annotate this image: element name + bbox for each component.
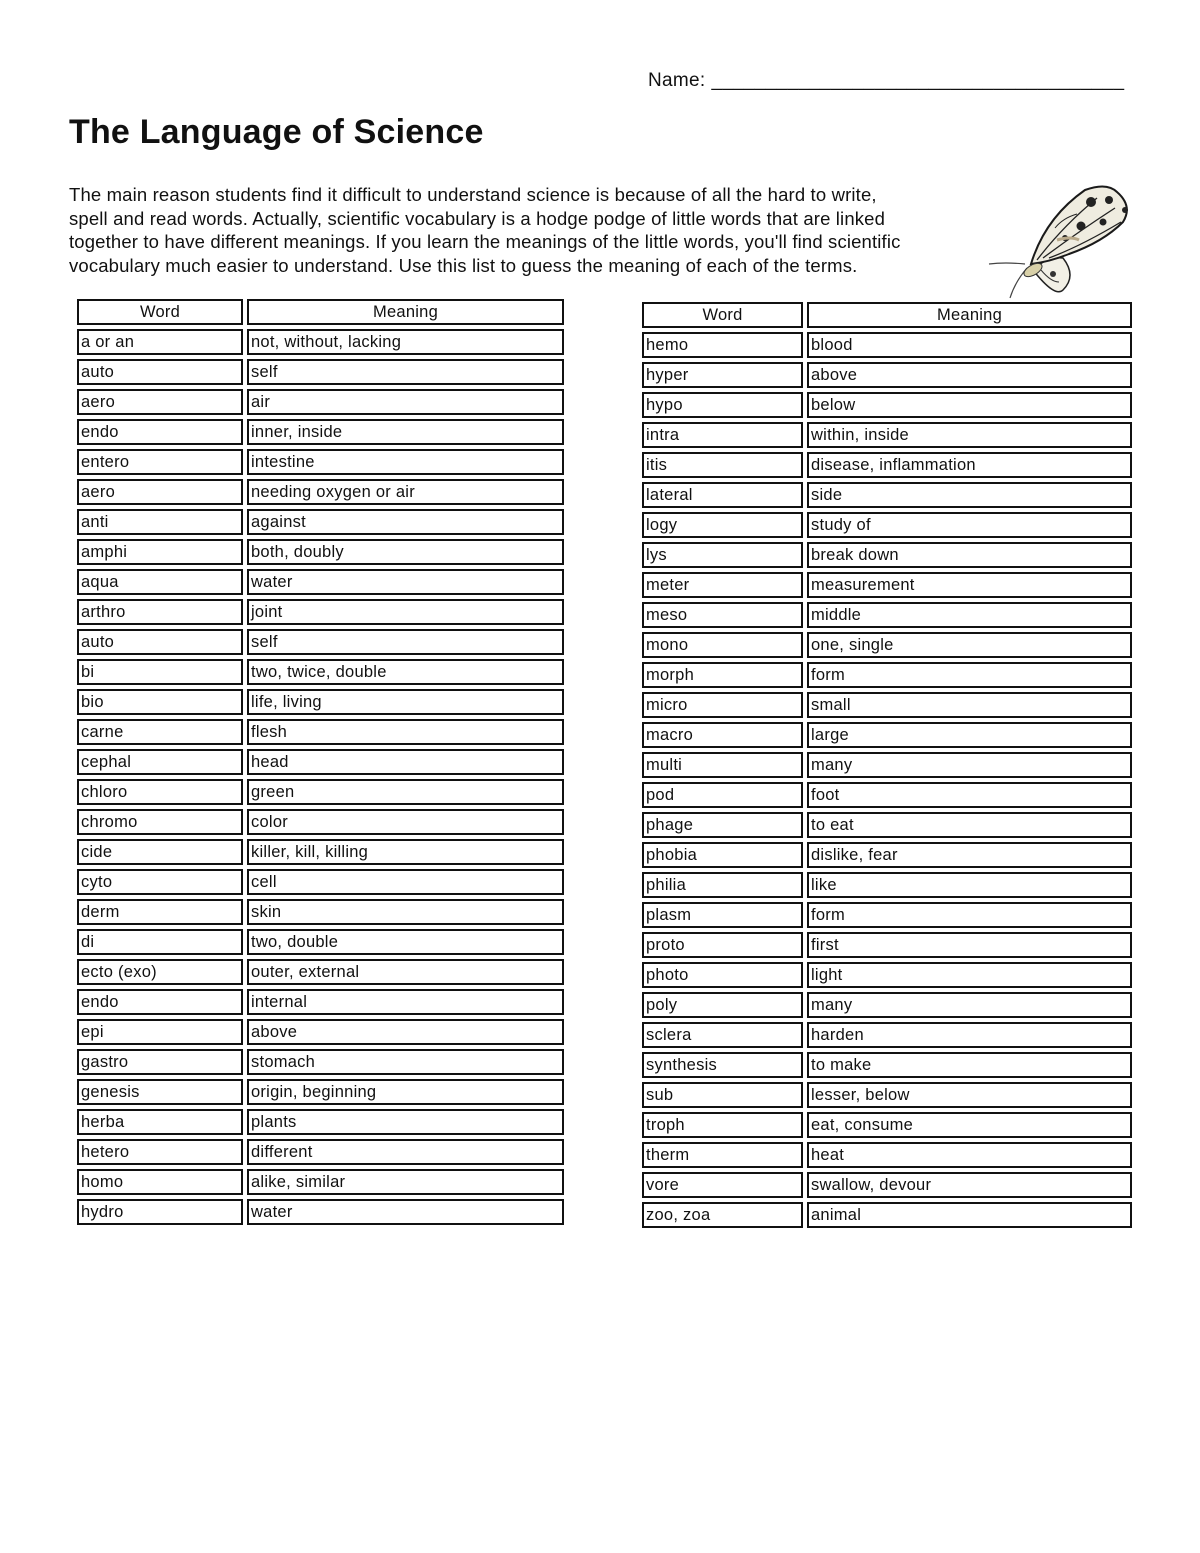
word-cell: entero: [77, 449, 243, 475]
meaning-cell: below: [807, 392, 1132, 418]
butterfly-icon: [985, 178, 1140, 303]
meaning-cell: outer, external: [247, 959, 564, 985]
table-row: [77, 929, 564, 955]
word-cell: poly: [642, 992, 803, 1018]
table-row: [642, 512, 1132, 538]
table-row: [642, 662, 1132, 688]
word-cell: zoo, zoa: [642, 1202, 803, 1228]
word-cell: auto: [77, 629, 243, 655]
table-row: [642, 1112, 1132, 1138]
table-header-row: [77, 299, 564, 325]
word-cell: sclera: [642, 1022, 803, 1048]
table-row: [642, 842, 1132, 868]
name-blank[interactable]: ______________________________________: [711, 70, 1125, 91]
word-cell: carne: [77, 719, 243, 745]
table-row: [642, 1082, 1132, 1108]
table-row: [77, 359, 564, 385]
table-row: [77, 959, 564, 985]
word-cell: lateral: [642, 482, 803, 508]
word-cell: morph: [642, 662, 803, 688]
word-cell: cide: [77, 839, 243, 865]
word-cell: synthesis: [642, 1052, 803, 1078]
word-cell: chloro: [77, 779, 243, 805]
table-row: [77, 539, 564, 565]
meaning-cell: above: [247, 1019, 564, 1045]
word-cell: gastro: [77, 1049, 243, 1075]
word-cell: aqua: [77, 569, 243, 595]
word-cell: genesis: [77, 1079, 243, 1105]
meaning-cell: break down: [807, 542, 1132, 568]
word-cell: meter: [642, 572, 803, 598]
word-cell: philia: [642, 872, 803, 898]
word-cell: endo: [77, 989, 243, 1015]
page-title: The Language of Science: [69, 113, 484, 151]
table-row: [77, 869, 564, 895]
meaning-cell: to eat: [807, 812, 1132, 838]
table-row: [77, 1019, 564, 1045]
meaning-cell: measurement: [807, 572, 1132, 598]
meaning-cell: water: [247, 569, 564, 595]
table-row: [77, 449, 564, 475]
meaning-cell: against: [247, 509, 564, 535]
word-cell: endo: [77, 419, 243, 445]
name-label: Name:: [648, 70, 706, 91]
word-cell: hyper: [642, 362, 803, 388]
word-cell: hypo: [642, 392, 803, 418]
table-row: [77, 1079, 564, 1105]
meaning-cell: two, double: [247, 929, 564, 955]
word-cell: sub: [642, 1082, 803, 1108]
meaning-cell: one, single: [807, 632, 1132, 658]
meaning-cell: internal: [247, 989, 564, 1015]
table-row: [77, 779, 564, 805]
word-cell: ecto (exo): [77, 959, 243, 985]
word-cell: amphi: [77, 539, 243, 565]
table-row: [642, 932, 1132, 958]
meaning-cell: killer, kill, killing: [247, 839, 564, 865]
meaning-cell: cell: [247, 869, 564, 895]
table-row: [77, 1109, 564, 1135]
word-cell: anti: [77, 509, 243, 535]
table-row: [77, 479, 564, 505]
word-cell: hydro: [77, 1199, 243, 1225]
meaning-cell: lesser, below: [807, 1082, 1132, 1108]
meaning-cell: plants: [247, 1109, 564, 1135]
table-row: [77, 329, 564, 355]
word-cell: phobia: [642, 842, 803, 868]
table-row: [77, 1049, 564, 1075]
meaning-cell: joint: [247, 599, 564, 625]
table-row: [642, 752, 1132, 778]
table-row: [77, 509, 564, 535]
word-cell: lys: [642, 542, 803, 568]
word-cell: itis: [642, 452, 803, 478]
meaning-cell: form: [807, 902, 1132, 928]
table-row: [642, 332, 1132, 358]
meaning-cell: life, living: [247, 689, 564, 715]
column-header-meaning: Meaning: [247, 299, 564, 325]
meaning-cell: both, doubly: [247, 539, 564, 565]
meaning-cell: self: [247, 359, 564, 385]
meaning-cell: alike, similar: [247, 1169, 564, 1195]
meaning-cell: inner, inside: [247, 419, 564, 445]
table-row: [642, 902, 1132, 928]
table-row: [642, 422, 1132, 448]
word-cell: aero: [77, 389, 243, 415]
meaning-cell: color: [247, 809, 564, 835]
table-row: [77, 1199, 564, 1225]
table-row: [642, 632, 1132, 658]
meaning-cell: intestine: [247, 449, 564, 475]
table-row: [77, 689, 564, 715]
meaning-cell: different: [247, 1139, 564, 1165]
table-row: [642, 392, 1132, 418]
table-row: [77, 419, 564, 445]
word-cell: macro: [642, 722, 803, 748]
table-row: [642, 1172, 1132, 1198]
table-row: [77, 839, 564, 865]
meaning-cell: green: [247, 779, 564, 805]
meaning-cell: self: [247, 629, 564, 655]
word-cell: epi: [77, 1019, 243, 1045]
intro-line: spell and read words. Actually, scientific vocabulary is a hodge podge of little words that are linked: [69, 207, 886, 229]
meaning-cell: eat, consume: [807, 1112, 1132, 1138]
table-row: [77, 599, 564, 625]
table-row: [642, 812, 1132, 838]
meaning-cell: animal: [807, 1202, 1132, 1228]
table-row: [642, 572, 1132, 598]
meaning-cell: many: [807, 992, 1132, 1018]
word-cell: aero: [77, 479, 243, 505]
table-row: [642, 992, 1132, 1018]
meaning-cell: many: [807, 752, 1132, 778]
table-row: [77, 389, 564, 415]
word-cell: chromo: [77, 809, 243, 835]
table-row: [77, 629, 564, 655]
word-cell: arthro: [77, 599, 243, 625]
meaning-cell: stomach: [247, 1049, 564, 1075]
word-cell: intra: [642, 422, 803, 448]
table-row: [77, 899, 564, 925]
name-field[interactable]: [648, 70, 1124, 92]
word-cell: bi: [77, 659, 243, 685]
word-cell: derm: [77, 899, 243, 925]
table-row: [77, 1169, 564, 1195]
word-cell: plasm: [642, 902, 803, 928]
table-row: [77, 809, 564, 835]
meaning-cell: within, inside: [807, 422, 1132, 448]
meaning-cell: form: [807, 662, 1132, 688]
table-row: [77, 1139, 564, 1165]
intro-line: together to have different meanings. If you learn the meanings of the little words, you'll find scientific: [69, 231, 901, 252]
table-header-row: [642, 302, 1132, 328]
table-row: [642, 962, 1132, 988]
word-cell: logy: [642, 512, 803, 538]
word-cell: auto: [77, 359, 243, 385]
table-row: [642, 1202, 1132, 1228]
meaning-cell: needing oxygen or air: [247, 479, 564, 505]
table-row: [77, 989, 564, 1015]
table-row: [642, 1142, 1132, 1168]
meaning-cell: disease, inflammation: [807, 452, 1132, 478]
word-cell: herba: [77, 1109, 243, 1135]
meaning-cell: small: [807, 692, 1132, 718]
word-cell: hemo: [642, 332, 803, 358]
table-row: [642, 872, 1132, 898]
table-row: [642, 452, 1132, 478]
word-cell: phage: [642, 812, 803, 838]
intro-line: The main reason students find it difficult to understand science is because of all the hard to write,: [69, 184, 877, 205]
meaning-cell: blood: [807, 332, 1132, 358]
meaning-cell: flesh: [247, 719, 564, 745]
word-cell: meso: [642, 602, 803, 628]
meaning-cell: not, without, lacking: [247, 329, 564, 355]
table-row: [642, 362, 1132, 388]
table-row: [642, 602, 1132, 628]
meaning-cell: foot: [807, 782, 1132, 808]
meaning-cell: two, twice, double: [247, 659, 564, 685]
meaning-cell: study of: [807, 512, 1132, 538]
table-row: [77, 719, 564, 745]
meaning-cell: heat: [807, 1142, 1132, 1168]
word-cell: bio: [77, 689, 243, 715]
intro-line: vocabulary much easier to understand. Use this list to guess the meaning of each of the terms.: [69, 254, 858, 276]
meaning-cell: skin: [247, 899, 564, 925]
meaning-cell: harden: [807, 1022, 1132, 1048]
word-cell: proto: [642, 932, 803, 958]
meaning-cell: swallow, devour: [807, 1172, 1132, 1198]
table-row: [642, 692, 1132, 718]
table-row: [642, 722, 1132, 748]
antenna: [989, 263, 1025, 264]
table-row: [642, 1052, 1132, 1078]
meaning-cell: head: [247, 749, 564, 775]
table-row: [642, 1022, 1132, 1048]
meaning-cell: above: [807, 362, 1132, 388]
vocab-table-left: [73, 295, 568, 1229]
meaning-cell: dislike, fear: [807, 842, 1132, 868]
meaning-cell: water: [247, 1199, 564, 1225]
word-cell: a or an: [77, 329, 243, 355]
word-cell: cephal: [77, 749, 243, 775]
meaning-cell: side: [807, 482, 1132, 508]
table-row: [642, 782, 1132, 808]
word-cell: photo: [642, 962, 803, 988]
word-cell: micro: [642, 692, 803, 718]
word-cell: pod: [642, 782, 803, 808]
column-header-meaning: Meaning: [807, 302, 1132, 328]
meaning-cell: air: [247, 389, 564, 415]
word-cell: vore: [642, 1172, 803, 1198]
word-cell: hetero: [77, 1139, 243, 1165]
table-row: [77, 749, 564, 775]
word-cell: therm: [642, 1142, 803, 1168]
word-cell: di: [77, 929, 243, 955]
word-cell: cyto: [77, 869, 243, 895]
meaning-cell: middle: [807, 602, 1132, 628]
word-cell: homo: [77, 1169, 243, 1195]
table-row: [642, 482, 1132, 508]
table-row: [642, 542, 1132, 568]
table-row: [77, 569, 564, 595]
column-header-word: Word: [77, 299, 243, 325]
word-cell: mono: [642, 632, 803, 658]
column-header-word: Word: [642, 302, 803, 328]
meaning-cell: first: [807, 932, 1132, 958]
vocab-table-right: [638, 298, 1136, 1232]
intro-paragraph: [69, 183, 999, 277]
table-row: [77, 659, 564, 685]
meaning-cell: light: [807, 962, 1132, 988]
meaning-cell: origin, beginning: [247, 1079, 564, 1105]
word-cell: troph: [642, 1112, 803, 1138]
meaning-cell: like: [807, 872, 1132, 898]
meaning-cell: large: [807, 722, 1132, 748]
word-cell: multi: [642, 752, 803, 778]
meaning-cell: to make: [807, 1052, 1132, 1078]
